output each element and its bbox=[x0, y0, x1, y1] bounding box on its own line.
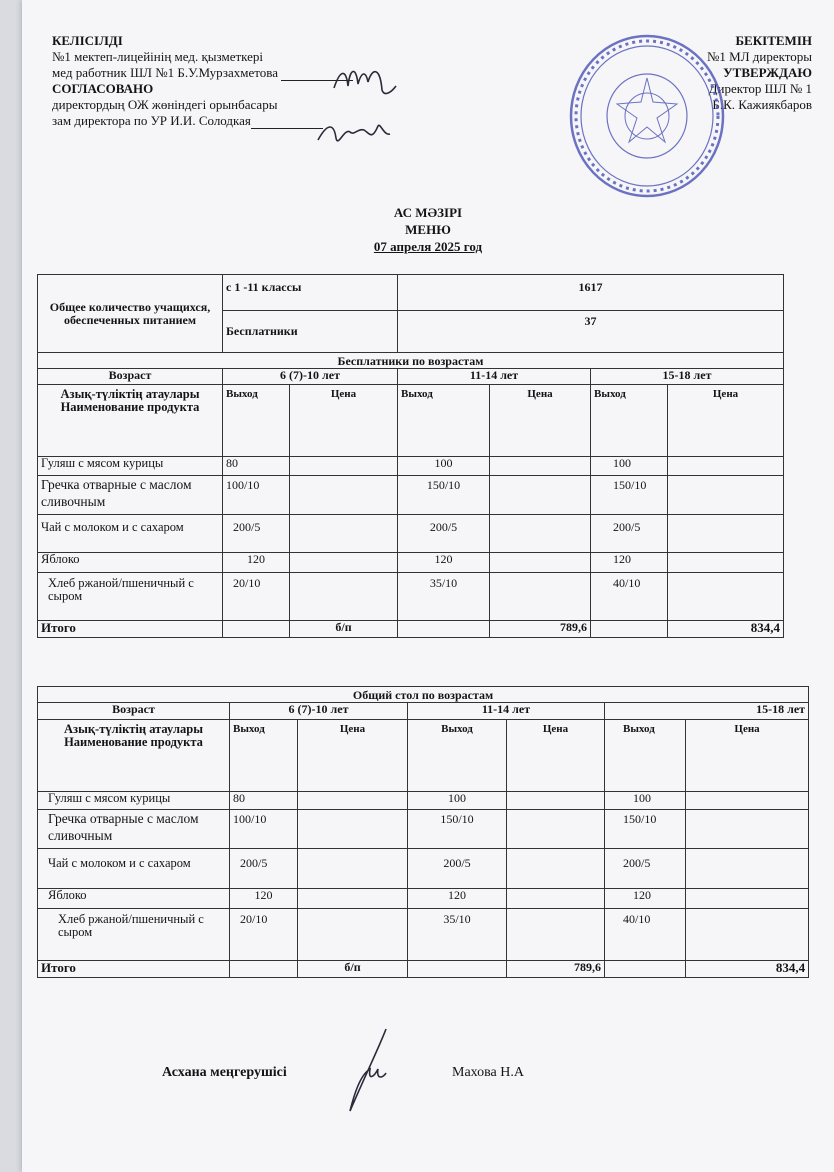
director-kz: №1 МЛ директоры bbox=[706, 49, 812, 64]
age-group-1: 6 (7)-10 лет bbox=[223, 369, 398, 385]
output-value: 100 bbox=[605, 792, 686, 810]
output-header: Выход bbox=[398, 385, 490, 457]
age-group-2: 11-14 лет bbox=[398, 369, 591, 385]
output-value: 150/10 bbox=[408, 810, 507, 849]
general-caption: Общий стол по возрастам bbox=[38, 687, 809, 703]
product-name: Чай с молоком и с сахаром bbox=[38, 515, 223, 553]
menu-date: 07 апреля 2025 год bbox=[373, 239, 483, 254]
classes-label: с 1 -11 классы bbox=[223, 275, 398, 311]
document-page bbox=[22, 0, 834, 1172]
output-value: 120 bbox=[605, 889, 686, 909]
table-row bbox=[38, 553, 784, 573]
table-row bbox=[38, 810, 809, 849]
product-name: Гречка отварные с маслом сливочным bbox=[38, 476, 223, 515]
free-caption: Бесплатники по возрастам bbox=[38, 353, 784, 369]
table-row bbox=[38, 573, 784, 621]
total-price-2: 789,6 bbox=[507, 961, 605, 978]
age-group-3: 15-18 лет bbox=[591, 369, 784, 385]
table-row bbox=[38, 889, 809, 909]
table-row bbox=[38, 909, 809, 961]
official-seal-icon bbox=[567, 32, 727, 200]
price-header: Цена bbox=[668, 385, 784, 457]
kelisildi-label: КЕЛІСІЛДІ bbox=[52, 33, 123, 48]
output-value: 40/10 bbox=[591, 573, 668, 621]
output-value: 200/5 bbox=[223, 515, 290, 553]
title-ru: МЕНЮ bbox=[405, 222, 451, 237]
output-value: 200/5 bbox=[230, 849, 298, 889]
utverzhdayu-label: УТВЕРЖДАЮ bbox=[723, 65, 812, 80]
output-header: Выход bbox=[591, 385, 668, 457]
handwritten-signature-icon bbox=[340, 1025, 390, 1117]
output-value: 120 bbox=[408, 889, 507, 909]
age-group-3: 15-18 лет bbox=[605, 703, 809, 720]
output-value: 120 bbox=[398, 553, 490, 573]
age-group-2: 11-14 лет bbox=[408, 703, 605, 720]
table-row bbox=[38, 792, 809, 810]
price-header: Цена bbox=[686, 720, 809, 792]
product-name-header: Азық-түліктің атаулары Наименование продукта bbox=[38, 385, 223, 457]
output-value: 80 bbox=[230, 792, 298, 810]
deputy-kz: директордың ОЖ жөніндегі орынбасары bbox=[52, 97, 278, 112]
director-name: Б.К. Кажиякбаров bbox=[712, 97, 812, 112]
output-value: 200/5 bbox=[398, 515, 490, 553]
table-row bbox=[38, 515, 784, 553]
output-value: 120 bbox=[223, 553, 290, 573]
output-value: 20/10 bbox=[230, 909, 298, 961]
output-value: 150/10 bbox=[591, 476, 668, 515]
canteen-manager-name: Махова Н.А bbox=[452, 1065, 524, 1080]
output-value: 20/10 bbox=[223, 573, 290, 621]
free-value: 37 bbox=[398, 311, 784, 353]
output-value: 200/5 bbox=[605, 849, 686, 889]
output-value: 35/10 bbox=[408, 909, 507, 961]
output-value: 80 bbox=[223, 457, 290, 476]
free-label: Бесплатники bbox=[223, 311, 398, 353]
output-value: 100/10 bbox=[230, 810, 298, 849]
output-value: 40/10 bbox=[605, 909, 686, 961]
output-value: 100 bbox=[591, 457, 668, 476]
output-value: 100/10 bbox=[223, 476, 290, 515]
product-name: Яблоко bbox=[38, 553, 223, 573]
total-price-1: б/п bbox=[298, 961, 408, 978]
table-row bbox=[38, 476, 784, 515]
total-row bbox=[38, 961, 809, 978]
price-header: Цена bbox=[290, 385, 398, 457]
director-ru: Директор ШЛ № 1 bbox=[708, 81, 812, 96]
total-students-label: Общее количество учащихся, обеспеченных питанием bbox=[38, 275, 223, 353]
total-row bbox=[38, 621, 784, 638]
soglasovano-label: СОГЛАСОВАНО bbox=[52, 81, 154, 96]
product-name: Хлеб ржаной/пшеничный с сыром bbox=[38, 909, 230, 961]
product-name: Гуляш с мясом курицы bbox=[38, 457, 223, 476]
output-value: 120 bbox=[230, 889, 298, 909]
total-price-3: 834,4 bbox=[686, 961, 809, 978]
output-header: Выход bbox=[223, 385, 290, 457]
product-name: Яблоко bbox=[38, 889, 230, 909]
bekitemin-label: БЕКІТЕМІН bbox=[735, 33, 812, 48]
general-meals-table bbox=[37, 686, 809, 978]
age-group-1: 6 (7)-10 лет bbox=[230, 703, 408, 720]
med-worker-ru: мед работник ШЛ №1 Б.У.Мурзахметова bbox=[52, 65, 353, 81]
total-label: Итого bbox=[38, 621, 223, 638]
product-name: Гуляш с мясом курицы bbox=[38, 792, 230, 810]
title-kz: АС МӘЗІРІ bbox=[393, 205, 463, 220]
output-header: Выход bbox=[408, 720, 507, 792]
output-value: 100 bbox=[398, 457, 490, 476]
handwritten-signature-icon bbox=[314, 118, 394, 152]
output-value: 150/10 bbox=[605, 810, 686, 849]
output-value: 200/5 bbox=[591, 515, 668, 553]
age-label: Возраст bbox=[38, 703, 230, 720]
output-value: 35/10 bbox=[398, 573, 490, 621]
age-label: Возраст bbox=[38, 369, 223, 385]
header-left bbox=[52, 33, 353, 129]
handwritten-signature-icon bbox=[330, 60, 400, 98]
document-title bbox=[22, 204, 834, 255]
output-value: 120 bbox=[591, 553, 668, 573]
output-value: 200/5 bbox=[408, 849, 507, 889]
total-label: Итого bbox=[38, 961, 230, 978]
free-meals-table bbox=[37, 274, 784, 638]
product-name: Хлеб ржаной/пшеничный с сыром bbox=[38, 573, 223, 621]
deputy-ru: зам директора по УР И.И. Солодкая bbox=[52, 113, 353, 129]
classes-value: 1617 bbox=[398, 275, 784, 311]
total-price-3: 834,4 bbox=[668, 621, 784, 638]
table-row bbox=[38, 849, 809, 889]
output-value: 150/10 bbox=[398, 476, 490, 515]
price-header: Цена bbox=[507, 720, 605, 792]
product-name: Гречка отварные с маслом сливочным bbox=[38, 810, 230, 849]
price-header: Цена bbox=[490, 385, 591, 457]
product-name-header: Азық-түліктің атаулары Наименование продукта bbox=[38, 720, 230, 792]
product-name: Чай с молоком и с сахаром bbox=[38, 849, 230, 889]
total-price-1: б/п bbox=[290, 621, 398, 638]
output-header: Выход bbox=[230, 720, 298, 792]
total-price-2: 789,6 bbox=[490, 621, 591, 638]
med-worker-kz: №1 мектеп-лицейінің мед. қызметкері bbox=[52, 49, 264, 64]
price-header: Цена bbox=[298, 720, 408, 792]
canteen-manager-label: Асхана меңгерушісі bbox=[162, 1065, 287, 1080]
table-row bbox=[38, 457, 784, 476]
output-value: 100 bbox=[408, 792, 507, 810]
output-header: Выход bbox=[605, 720, 686, 792]
